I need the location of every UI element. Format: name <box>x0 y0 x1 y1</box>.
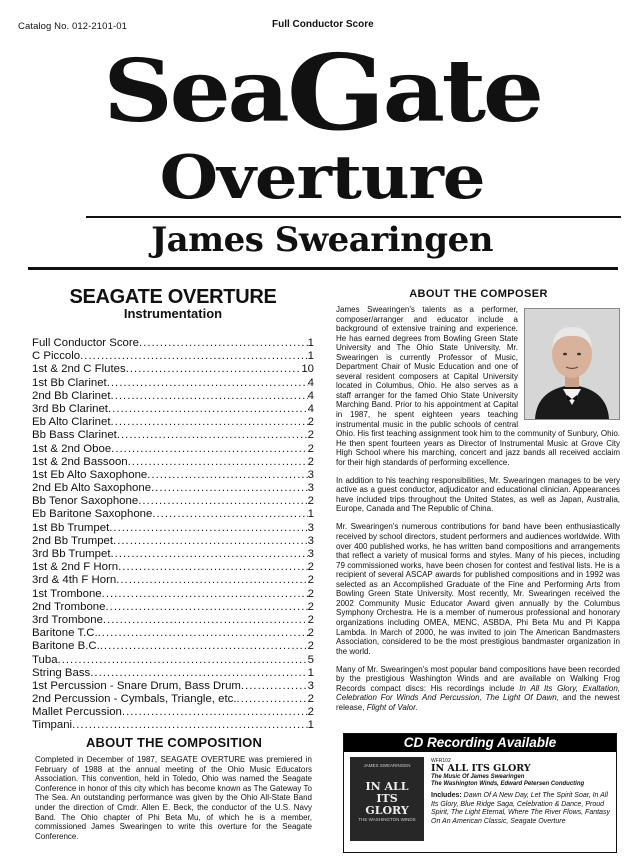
instrument-row <box>32 719 314 732</box>
instrument-name: 1st Eb Alto Saxophone <box>32 468 148 481</box>
title-divider-top <box>86 216 621 218</box>
instrument-count: 1 <box>307 666 314 679</box>
cd-cover-composer: JAMES SWEARINGEN <box>363 763 411 768</box>
leader-dots <box>90 667 307 680</box>
instrument-count: 2 <box>307 442 314 455</box>
instrument-row <box>32 640 314 653</box>
instrument-row <box>32 469 314 482</box>
leader-dots <box>80 350 308 363</box>
instrument-count: 2 <box>307 706 314 719</box>
instrument-row <box>32 706 314 719</box>
instrument-row <box>32 654 314 667</box>
instrument-count: 3 <box>307 521 314 534</box>
instrument-count: 3 <box>307 482 314 495</box>
instrument-name: Eb Alto Clarinet <box>32 416 111 429</box>
instrument-name: 1st Percussion - Snare Drum, Bass Drum <box>32 679 241 692</box>
instrumentation-heading: SEAGATE OVERTURE <box>69 286 277 308</box>
cd-performers: The Washington Winds, Edward Petersen Conducting <box>431 781 585 787</box>
instrument-count: 2 <box>307 587 314 600</box>
instrument-name: Full Conductor Score <box>32 337 139 349</box>
instrument-row <box>32 495 314 508</box>
instrument-row <box>32 561 314 574</box>
about-composer-heading: ABOUT THE COMPOSER <box>409 288 548 300</box>
instrument-name: 1st Bb Trumpet <box>32 521 110 534</box>
composer-name: James Swearingen <box>151 220 493 260</box>
instrument-name: Tuba <box>32 653 58 666</box>
instrument-name: 2nd Eb Alto Saxophone <box>32 482 152 495</box>
instrument-name: Eb Baritone Saxophone <box>32 508 153 521</box>
instrument-count: 5 <box>307 653 314 666</box>
instrument-count: 2 <box>307 561 314 574</box>
instrument-name: String Bass <box>32 666 91 679</box>
instrument-count: 1 <box>307 350 314 363</box>
cd-recording-box <box>343 733 617 853</box>
leader-dots <box>151 482 308 495</box>
instrument-row <box>32 627 314 640</box>
instrument-row <box>32 574 314 587</box>
instrument-count: 10 <box>301 363 314 376</box>
leader-dots <box>126 363 302 376</box>
instrument-count: 4 <box>307 402 314 415</box>
instrument-name: Bb Bass Clarinet <box>32 429 117 442</box>
cd-subtitle: The Music Of James Swearingen <box>431 774 525 780</box>
leader-dots <box>237 693 308 706</box>
instrument-name: 1st & 2nd Oboe <box>32 442 112 455</box>
instrument-name: 3rd Bb Trumpet <box>32 548 111 560</box>
instrument-count: 2 <box>307 627 314 640</box>
instrument-row <box>32 548 314 561</box>
leader-dots <box>102 588 308 601</box>
leader-dots <box>147 469 307 482</box>
instrument-name: 1st & 2nd F Horn <box>32 561 119 574</box>
instrument-name: 1st Bb Clarinet <box>32 376 107 389</box>
leader-dots <box>111 443 308 456</box>
instrument-count: 1 <box>307 337 314 349</box>
instrument-count: 2 <box>307 574 314 587</box>
leader-dots <box>111 416 308 429</box>
instrument-row <box>32 535 314 548</box>
leader-dots <box>128 456 308 469</box>
title-overture: Overture <box>159 143 485 213</box>
instrument-name: Baritone B.C. <box>32 640 100 653</box>
instrument-name: C Piccolo <box>32 350 81 363</box>
leader-dots <box>139 337 308 350</box>
instrument-row <box>32 403 314 416</box>
cd-includes: Includes: Dawn Of A New Day, Let The Spirit Soar, In All Its Glory, Blue Ridge Saga, Celebration & Dance, Proud Spirit, The Light Eternal, Where The River Flows, Fantasy On An American Classic, Seagate Overture <box>431 792 610 825</box>
cd-album-title: IN ALL ITS GLORY <box>431 763 531 774</box>
catalog-number: Catalog No. 012-2101-01 <box>18 21 127 32</box>
instrument-count: 3 <box>307 468 314 481</box>
instrument-name: 1st & 2nd C Flutes <box>32 363 126 376</box>
instrument-name: 2nd Bb Clarinet <box>32 389 111 402</box>
instrument-row <box>32 416 314 429</box>
leader-dots <box>100 640 308 653</box>
instrument-count: 1 <box>307 719 314 732</box>
leader-dots <box>111 390 308 403</box>
leader-dots <box>109 522 307 535</box>
instrument-row <box>32 456 314 469</box>
instrument-count: 2 <box>307 600 314 613</box>
cd-heading: CD Recording Available <box>344 734 616 752</box>
leader-dots <box>118 561 308 574</box>
composer-paragraph: James Swearingen's talents as a performer, composer/arranger and educator include a background of extensive training and experience. He has earned degrees from Bowling Green State University and The Ohio State University. Mr. Swearingen is currently Professor of Music, Department Chair of Music Education and one of several resident composers at Capital University located in Columbus, Ohio. He also serves as a staff arranger for the famed Ohio State University Marching Band. Prior to his appointment at Capital in 1987, he spent eighteen years teaching instrumental music in the public schools of central Ohio. His first teaching assignment took him to the community of Sunbury, Ohio. He then spent fourteen years as Director of Instrumental Music at Grove City High School where his marching, concert and jazz bands all received acclaim for their high standards of performing excellence. <box>336 305 620 467</box>
leader-dots <box>152 508 307 521</box>
instrument-count: 4 <box>307 389 314 402</box>
instrument-name: Baritone T.C. <box>32 627 98 640</box>
instrument-name: 2nd Trombone <box>32 600 106 613</box>
leader-dots <box>72 719 308 732</box>
leader-dots <box>98 627 308 640</box>
instrument-row <box>32 429 314 442</box>
leader-dots <box>105 601 307 614</box>
cd-cover-title: IN ALL ITS GLORY <box>365 780 409 817</box>
instrument-count: 4 <box>307 376 314 389</box>
leader-dots <box>108 403 308 416</box>
instrument-row <box>32 377 314 390</box>
title-divider-bottom <box>28 267 618 270</box>
instrument-name: 1st & 2nd Bassoon <box>32 455 128 468</box>
instrument-count: 3 <box>307 548 314 560</box>
title-big-g: G <box>286 31 383 154</box>
composer-paragraph: Mr. Swearingen's numerous contributions for band have been enthusiastically received by school directors, student performers and audiences worldwide. With over 400 published works, he has written band compositions and arrangements that reflect a variety of musical forms and styles. Many of his pieces, including 79 commissioned works, have been chosen for contest and festival lists. He is a recipient of several ASCAP awards for published compositions and in 1992 was selected as an Accomplished Graduate of the Fine and Performing Arts from Bowling Green State University. Most recently, Mr. Swearingen received the 2002 Community Music Educator Award given annually by the Columbus Symphony Orchestra. He is a member of numerous professional and honorary organizations including OMEA, MENC, ASBDA, Phi Beta Mu and Pi Kappa Lambda. In March of 2000, he was invited to join The American Bandmasters Association, considered to be the most prestigious bandmaster organization in the world. <box>336 522 620 656</box>
instrumentation-subheading: Instrumentation <box>123 306 223 321</box>
instrument-name: 3rd Trombone <box>32 613 103 626</box>
leader-dots <box>138 495 307 508</box>
instrument-name: Bb Tenor Saxophone <box>32 495 139 508</box>
instrument-name: 2nd Percussion - Cymbals, Triangle, etc. <box>32 693 237 706</box>
about-composer-text <box>336 305 620 721</box>
instrument-count: 3 <box>307 534 314 547</box>
cd-cover-ensemble: THE WASHINGTON WINDS <box>358 817 416 822</box>
instrument-row <box>32 667 314 680</box>
instrument-row <box>32 443 314 456</box>
leader-dots <box>113 535 308 548</box>
leader-dots <box>116 574 307 587</box>
instrument-count: 2 <box>307 495 314 508</box>
instrument-count: 2 <box>307 429 314 442</box>
cd-cover-image <box>350 757 424 841</box>
instrument-row <box>32 588 314 601</box>
instrument-row <box>32 680 314 693</box>
instrument-row <box>32 614 314 627</box>
instrument-name: 3rd Bb Clarinet <box>32 402 108 415</box>
instrument-row <box>32 693 314 706</box>
leader-dots <box>241 680 308 693</box>
score-type: Full Conductor Score <box>272 19 374 30</box>
instrument-name: Timpani <box>32 719 73 732</box>
instrument-count: 2 <box>307 640 314 653</box>
instrument-name: 3rd & 4th F Horn <box>32 574 117 587</box>
instrument-count: 3 <box>307 679 314 692</box>
instrument-name: 1st Trombone <box>32 587 102 600</box>
leader-dots <box>58 654 308 667</box>
instrument-row <box>32 363 314 376</box>
leader-dots <box>122 706 308 719</box>
leader-dots <box>117 429 308 442</box>
cd-info <box>431 758 611 826</box>
title-seagate: SeaGate <box>103 31 541 154</box>
leader-dots <box>107 377 308 390</box>
instrument-row <box>32 350 314 363</box>
instrument-row <box>32 601 314 614</box>
composer-paragraph: In addition to his teaching responsibilities, Mr. Swearingen manages to be very active as a guest conductor, adjudicator and educational clinician. Appearances have included trips throughout the United States, as well as Japan, Australia, Europe, Canada and The Republic of China. <box>336 475 620 514</box>
instrument-row <box>32 508 314 521</box>
instrumentation-list <box>32 337 314 733</box>
instrument-count: 2 <box>307 613 314 626</box>
leader-dots <box>103 614 308 627</box>
instrument-row <box>32 337 314 350</box>
instrument-count: 2 <box>307 416 314 429</box>
instrument-row <box>32 482 314 495</box>
instrument-row <box>32 522 314 535</box>
leader-dots <box>111 548 308 561</box>
instrument-count: 2 <box>307 693 314 706</box>
about-composition-heading: ABOUT THE COMPOSITION <box>85 735 263 750</box>
instrument-count: 2 <box>307 455 314 468</box>
instrument-count: 1 <box>307 508 314 521</box>
portrait-image <box>525 309 619 419</box>
instrument-name: Mallet Percussion <box>32 706 122 719</box>
about-composition-text: Completed in December of 1987, SEAGATE OVERTURE was premiered in February of 1988 at the annual meeting of the Ohio Music Educators Association. This convention, held in Toledo, Ohio was named the Seagate Conference in honor of this city which has become known as The Gateway To The Sea. An outstanding performance was given by the Ohio All-State Band under the direction of Cmdr. Allen E. Beck, the conductor of the U.S. Navy Band. The Ohio chapter of Phi Beta Mu, of which he is a member, commissioned James Swearingen to write this overture for the Seagate Conference. <box>35 755 312 841</box>
instrument-row <box>32 390 314 403</box>
composer-paragraph: Many of Mr. Swearingen's most popular band compositions have been recorded by the prestigious Washington Winds and are available on Walking Frog Records compact discs: His recordings include In All Its Glory, Exaltation, Celebration For Winds And Percussion, The Light Of Dawn, and the newest release, Flight of Valor. <box>336 664 620 712</box>
instrument-name: 2nd Bb Trumpet <box>32 534 114 547</box>
composer-photo <box>524 308 620 420</box>
cd-catalog: WFR102 <box>431 758 451 764</box>
